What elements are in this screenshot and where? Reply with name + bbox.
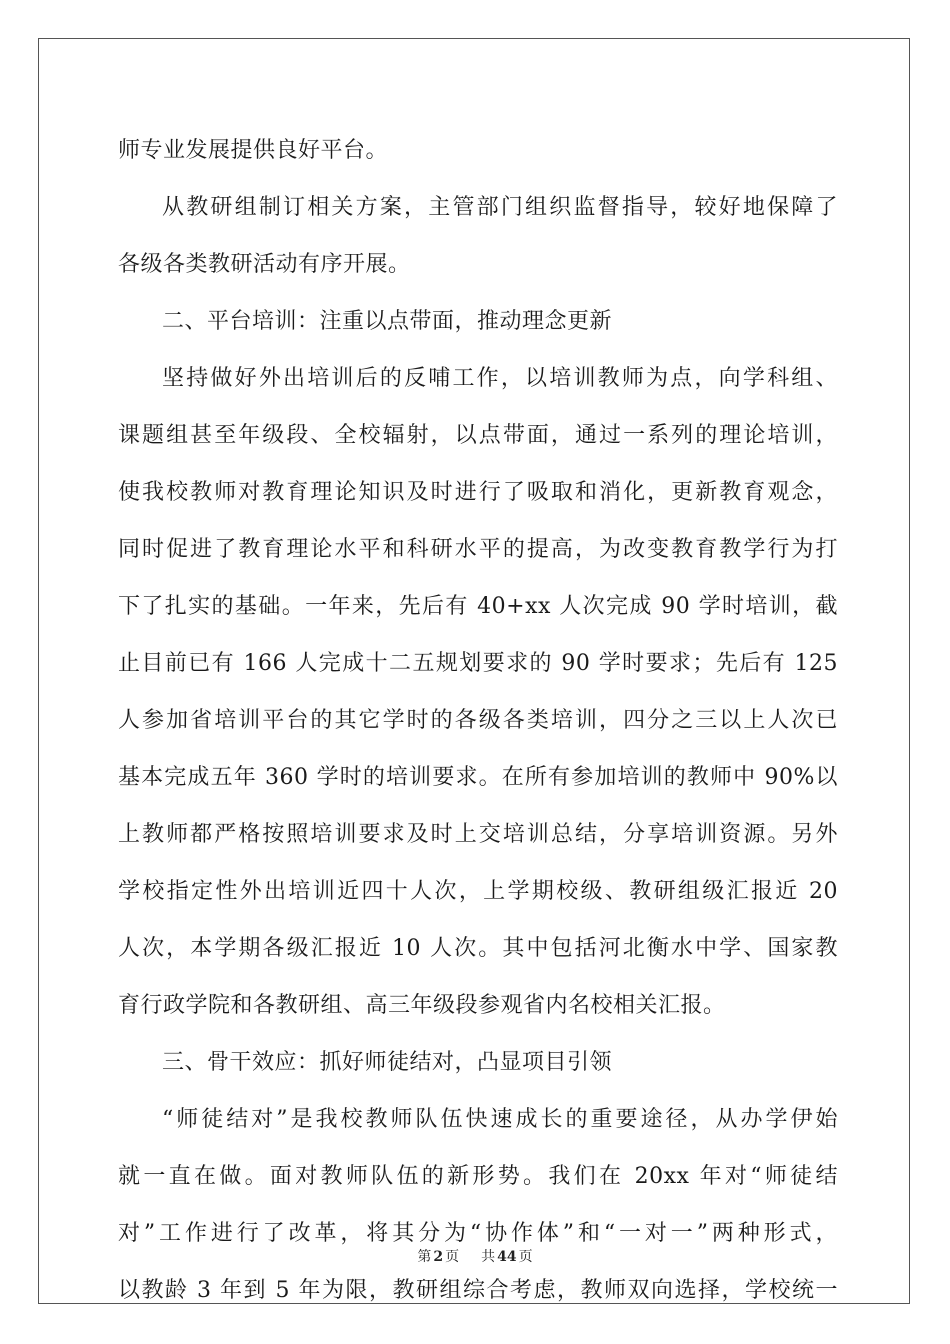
text-line: 上教师都严格按照培训要求及时上交培训总结，分享培训资源。另外 xyxy=(118,822,838,847)
text-line: 就一直在做。面对教师队伍的新形势。我们在 20xx 年对“师徒结 xyxy=(118,1164,838,1189)
text-line: 人参加省培训平台的其它学时的各级各类培训，四分之三以上人次已 xyxy=(118,708,838,733)
text-line: 二、平台培训：注重以点带面，推动理念更新 xyxy=(162,309,613,334)
text-line: “师徒结对”是我校教师队伍快速成长的重要途径，从办学伊始 xyxy=(162,1107,838,1132)
text-line: 坚持做好外出培训后的反哺工作，以培训教师为点，向学科组、 xyxy=(162,366,838,391)
text-line: 以教龄 3 年到 5 年为限，教研组综合考虑，教师双向选择，学校统一 xyxy=(118,1278,838,1303)
page-prefix: 第 xyxy=(417,1249,432,1265)
page-current: 2 xyxy=(433,1249,444,1265)
total-suffix: 页 xyxy=(518,1249,533,1265)
text-line: 学校指定性外出培训近四十人次，上学期校级、教研组级汇报近 20 xyxy=(118,879,838,904)
text-line: 止目前已有 166 人完成十二五规划要求的 90 学时要求；先后有 125 xyxy=(118,651,838,676)
page-footer xyxy=(0,1246,950,1266)
text-line: 各级各类教研活动有序开展。 xyxy=(118,252,411,277)
text-line: 育行政学院和各教研组、高三年级段参观省内名校相关汇报。 xyxy=(118,993,726,1018)
document-body xyxy=(118,122,838,1319)
page-suffix: 页 xyxy=(445,1249,460,1265)
text-line: 课题组甚至年级段、全校辐射，以点带面，通过一系列的理论培训， xyxy=(118,423,838,448)
total-prefix: 共 xyxy=(481,1249,496,1265)
page-total: 44 xyxy=(497,1249,517,1265)
text-line: 人次，本学期各级汇报近 10 人次。其中包括河北衡水中学、国家教 xyxy=(118,936,838,961)
text-line: 对”工作进行了改革，将其分为“协作体”和“一对一”两种形式， xyxy=(118,1221,838,1246)
text-line: 同时促进了教育理论水平和科研水平的提高，为改变教育教学行为打 xyxy=(118,537,838,562)
text-line: 下了扎实的基础。一年来，先后有 40+xx 人次完成 90 学时培训，截 xyxy=(118,594,838,619)
text-line: 从教研组制订相关方案，主管部门组织监督指导，较好地保障了 xyxy=(162,195,838,220)
text-line: 使我校教师对教育理论知识及时进行了吸取和消化，更新教育观念， xyxy=(118,480,838,505)
text-line: 师专业发展提供良好平台。 xyxy=(118,138,389,163)
text-line: 三、骨干效应：抓好师徒结对，凸显项目引领 xyxy=(162,1050,613,1075)
text-line: 基本完成五年 360 学时的培训要求。在所有参加培训的教师中 90%以 xyxy=(118,765,838,790)
